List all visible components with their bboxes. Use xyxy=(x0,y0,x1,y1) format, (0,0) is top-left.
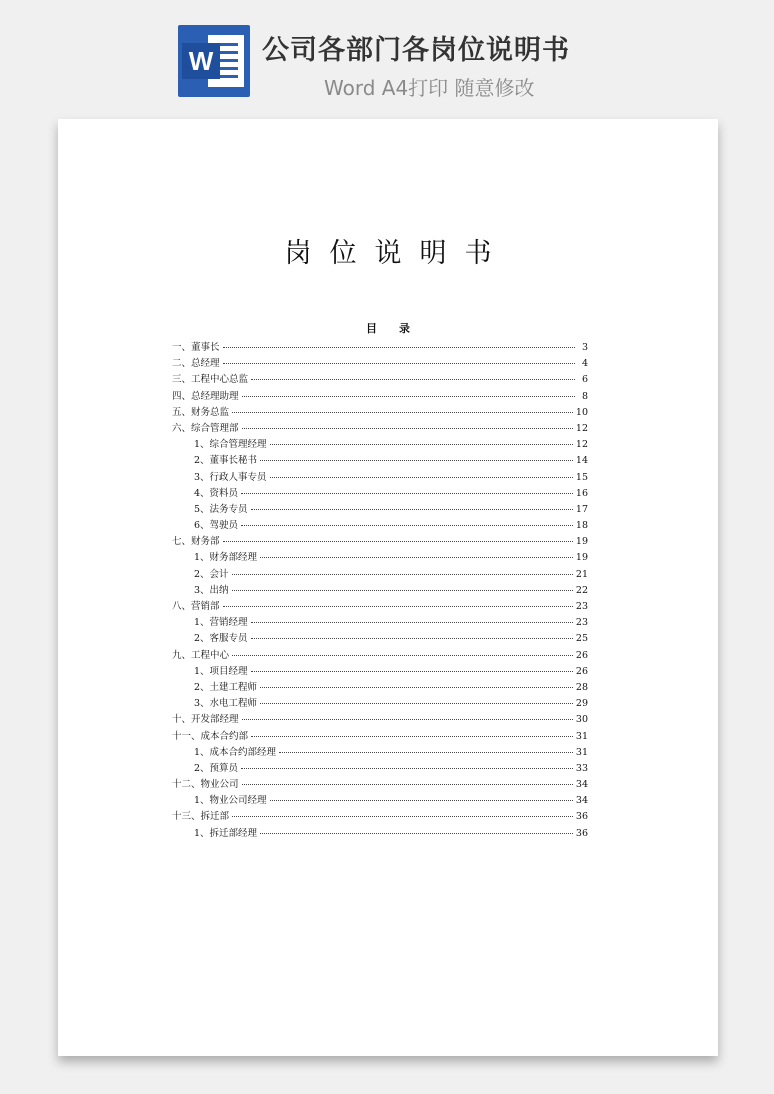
toc-leader-dots xyxy=(260,703,573,704)
table-of-contents xyxy=(172,339,588,841)
toc-leader-dots xyxy=(241,768,573,769)
toc-leader-dots xyxy=(270,477,573,478)
toc-entry-page: 8 xyxy=(581,390,588,402)
toc-leader-dots xyxy=(223,606,573,607)
toc-entry-label: 二、总经理 xyxy=(172,358,220,370)
toc-leader-dots xyxy=(260,557,573,558)
toc-leader-dots xyxy=(232,655,573,656)
toc-entry[interactable] xyxy=(172,663,588,679)
toc-entry-label: 十二、物业公司 xyxy=(172,779,239,791)
toc-entry-page: 23 xyxy=(575,617,588,629)
toc-leader-dots xyxy=(242,396,575,397)
toc-entry[interactable] xyxy=(172,647,588,663)
toc-entry[interactable] xyxy=(172,339,588,355)
toc-entry[interactable] xyxy=(172,452,588,468)
toc-leader-dots xyxy=(251,622,573,623)
toc-entry-page: 4 xyxy=(581,358,588,370)
toc-entry-label: 3、水电工程师 xyxy=(194,698,258,710)
toc-entry[interactable] xyxy=(172,533,588,549)
toc-entry-label: 六、综合管理部 xyxy=(172,422,239,434)
toc-entry[interactable] xyxy=(172,630,588,646)
toc-entry-label: 1、综合管理经理 xyxy=(194,439,267,451)
toc-leader-dots xyxy=(260,833,573,834)
toc-entry[interactable] xyxy=(172,371,588,387)
word-logo-icon xyxy=(178,25,250,97)
toc-entry[interactable] xyxy=(172,825,588,841)
toc-entry-page: 31 xyxy=(575,746,588,758)
toc-entry[interactable] xyxy=(172,420,588,436)
toc-entry-label: 三、工程中心总监 xyxy=(172,374,249,386)
document-title: 岗位说明书 xyxy=(284,238,510,269)
toc-entry[interactable] xyxy=(172,744,588,760)
toc-leader-dots xyxy=(251,671,573,672)
toc-entry-label: 九、工程中心 xyxy=(172,649,230,661)
banner-subtitle: Word A4打印 随意修改 xyxy=(324,76,535,100)
toc-entry-page: 18 xyxy=(575,520,588,532)
toc-entry-page: 12 xyxy=(575,439,588,451)
toc-entry-label: 1、财务部经理 xyxy=(194,552,258,564)
toc-entry-page: 12 xyxy=(575,422,588,434)
banner xyxy=(0,0,774,118)
toc-leader-dots xyxy=(232,412,573,413)
toc-entry-page: 26 xyxy=(575,649,588,661)
toc-entry[interactable] xyxy=(172,582,588,598)
toc-entry-page: 29 xyxy=(575,698,588,710)
toc-leader-dots xyxy=(232,816,573,817)
toc-entry-label: 一、董事长 xyxy=(172,342,220,353)
toc-entry[interactable] xyxy=(172,679,588,695)
toc-entry-label: 八、营销部 xyxy=(172,601,220,612)
toc-entry-label: 十、开发部经理 xyxy=(172,714,239,726)
toc-heading: 目录 xyxy=(366,322,432,335)
toc-entry-page: 36 xyxy=(575,827,588,839)
toc-entry[interactable] xyxy=(172,792,588,808)
toc-entry[interactable] xyxy=(172,485,588,501)
toc-entry-label: 3、行政人事专员 xyxy=(194,471,267,483)
toc-entry[interactable] xyxy=(172,566,588,582)
toc-entry-page: 26 xyxy=(575,665,588,677)
toc-entry[interactable] xyxy=(172,808,588,824)
toc-entry[interactable] xyxy=(172,469,588,485)
toc-entry-label: 4、资料员 xyxy=(194,487,239,499)
toc-entry-label: 5、法务专员 xyxy=(194,503,248,515)
toc-leader-dots xyxy=(279,752,573,753)
toc-entry[interactable] xyxy=(172,501,588,517)
toc-entry-label: 四、总经理助理 xyxy=(172,390,239,402)
toc-entry-label: 1、拆迁部经理 xyxy=(194,827,258,839)
toc-entry-label: 2、土建工程师 xyxy=(194,681,258,693)
toc-entry[interactable] xyxy=(172,549,588,565)
toc-entry-page: 23 xyxy=(575,601,588,612)
toc-entry-label: 6、驾驶员 xyxy=(194,520,239,532)
toc-entry-page: 15 xyxy=(575,471,588,483)
toc-leader-dots xyxy=(223,363,575,364)
toc-entry-label: 1、成本合约部经理 xyxy=(194,746,277,758)
toc-leader-dots xyxy=(241,525,573,526)
toc-leader-dots xyxy=(270,800,573,801)
toc-entry[interactable] xyxy=(172,614,588,630)
toc-entry-label: 1、项目经理 xyxy=(194,665,248,677)
toc-entry-label: 十三、拆迁部 xyxy=(172,811,230,823)
toc-entry[interactable] xyxy=(172,388,588,404)
toc-entry[interactable] xyxy=(172,355,588,371)
toc-entry-page: 19 xyxy=(575,552,588,564)
toc-entry-page: 22 xyxy=(575,584,588,596)
toc-entry-label: 2、会计 xyxy=(194,568,229,580)
toc-leader-dots xyxy=(260,687,573,688)
toc-entry-label: 2、预算员 xyxy=(194,762,239,774)
toc-leader-dots xyxy=(251,379,575,380)
banner-title: 公司各部门各岗位说明书 xyxy=(262,35,570,66)
toc-entry-page: 28 xyxy=(575,681,588,693)
toc-entry-label: 五、财务总监 xyxy=(172,406,230,418)
toc-leader-dots xyxy=(251,509,573,510)
toc-leader-dots xyxy=(242,428,573,429)
toc-entry-page: 21 xyxy=(575,568,588,580)
toc-entry-page: 36 xyxy=(575,811,588,823)
toc-leader-dots xyxy=(223,541,573,542)
toc-entry-label: 1、物业公司经理 xyxy=(194,795,267,807)
toc-entry-page: 17 xyxy=(575,503,588,515)
toc-entry[interactable] xyxy=(172,598,588,614)
toc-entry[interactable] xyxy=(172,728,588,744)
toc-leader-dots xyxy=(223,347,575,348)
toc-entry-page: 34 xyxy=(575,779,588,791)
toc-leader-dots xyxy=(260,460,573,461)
toc-entry-page: 33 xyxy=(575,762,588,774)
toc-leader-dots xyxy=(232,590,573,591)
document-page xyxy=(58,119,718,1056)
toc-entry-label: 2、董事长秘书 xyxy=(194,455,258,467)
toc-entry-label: 1、营销经理 xyxy=(194,617,248,629)
toc-entry-page: 30 xyxy=(575,714,588,726)
toc-leader-dots xyxy=(251,638,573,639)
toc-entry-page: 3 xyxy=(581,342,588,353)
toc-entry-label: 3、出纳 xyxy=(194,584,229,596)
toc-entry-label: 十一、成本合约部 xyxy=(172,730,249,742)
toc-entry-page: 31 xyxy=(575,730,588,742)
toc-leader-dots xyxy=(232,574,573,575)
toc-entry[interactable] xyxy=(172,760,588,776)
toc-entry[interactable] xyxy=(172,404,588,420)
toc-leader-dots xyxy=(270,444,573,445)
toc-entry-page: 34 xyxy=(575,795,588,807)
toc-leader-dots xyxy=(242,719,573,720)
toc-entry-page: 6 xyxy=(581,374,588,386)
toc-entry-page: 19 xyxy=(575,536,588,548)
toc-entry[interactable] xyxy=(172,436,588,452)
toc-entry[interactable] xyxy=(172,695,588,711)
toc-entry[interactable] xyxy=(172,711,588,727)
toc-entry[interactable] xyxy=(172,776,588,792)
logo-letter: W xyxy=(182,43,220,79)
toc-entry-label: 2、客服专员 xyxy=(194,633,248,645)
toc-entry[interactable] xyxy=(172,517,588,533)
toc-entry-page: 10 xyxy=(575,406,588,418)
toc-entry-label: 七、财务部 xyxy=(172,536,220,548)
toc-entry-page: 25 xyxy=(575,633,588,645)
toc-leader-dots xyxy=(241,493,573,494)
toc-leader-dots xyxy=(242,784,573,785)
toc-entry-page: 14 xyxy=(575,455,588,467)
toc-leader-dots xyxy=(251,736,573,737)
toc-entry-page: 16 xyxy=(575,487,588,499)
